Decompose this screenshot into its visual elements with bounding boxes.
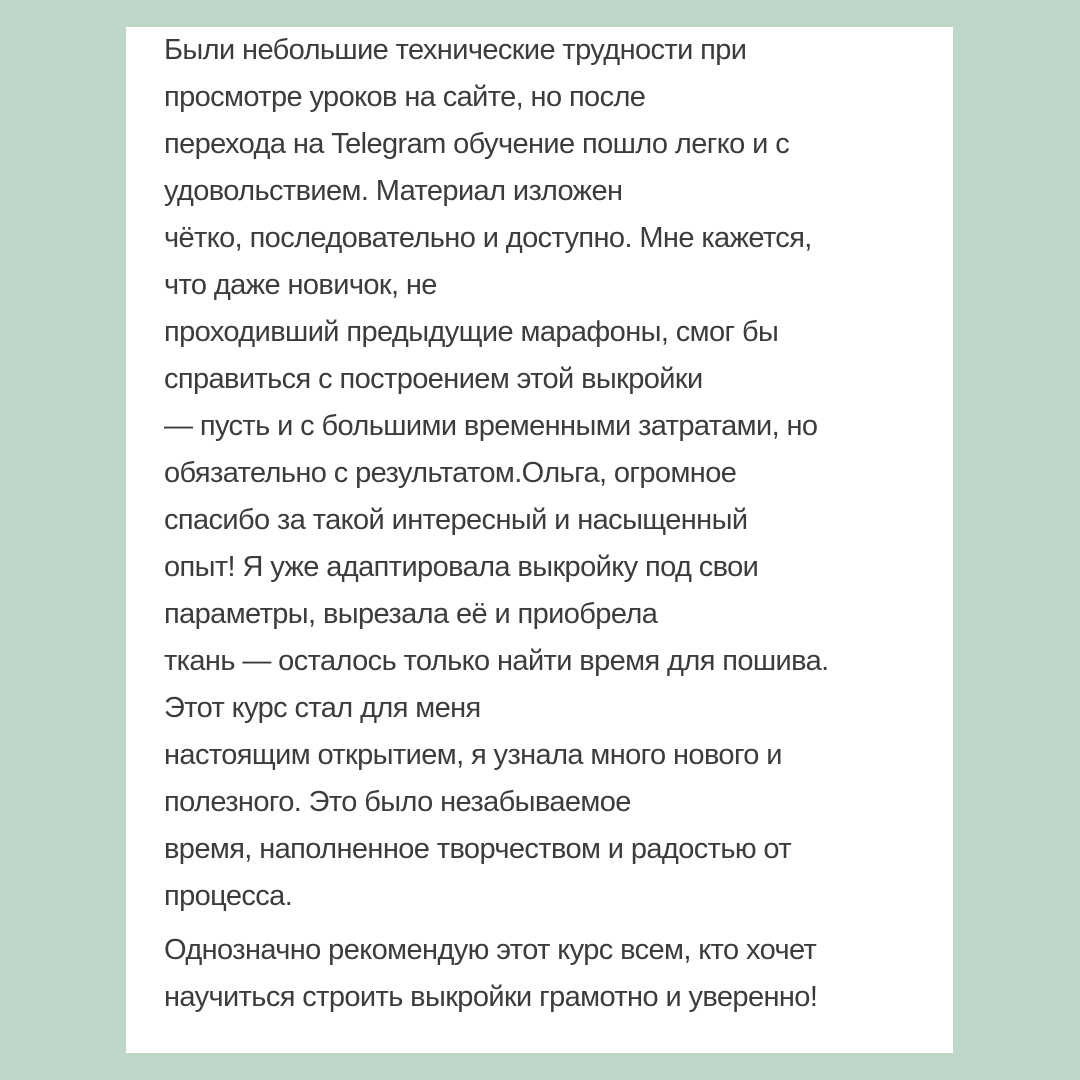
review-line: Этот курс стал для меня bbox=[164, 692, 481, 724]
review-line: чётко, последовательно и доступно. Мне кажется, bbox=[164, 222, 812, 254]
review-line: Были небольшие технические трудности при bbox=[164, 34, 747, 66]
review-line: параметры, вырезала её и приобрела bbox=[164, 598, 658, 630]
review-line: — пусть и с большими временными затратами, но bbox=[164, 410, 818, 442]
review-line: процесса. bbox=[164, 880, 293, 912]
review-line: просмотре уроков на сайте, но после bbox=[164, 81, 646, 113]
recommendation-line: Однозначно рекомендую этот курс всем, кто хочет bbox=[164, 934, 817, 966]
review-card bbox=[126, 27, 953, 1053]
review-line: проходивший предыдущие марафоны, смог бы bbox=[164, 316, 779, 348]
recommendation-line: научиться строить выкройки грамотно и уверенно! bbox=[164, 981, 818, 1013]
review-line: полезного. Это было незабываемое bbox=[164, 786, 631, 818]
review-line: опыт! Я уже адаптировала выкройку под свои bbox=[164, 551, 759, 583]
review-line: время, наполненное творчеством и радостью от bbox=[164, 833, 792, 865]
paragraph-gap bbox=[164, 920, 944, 927]
review-line: удовольствием. Материал изложен bbox=[164, 175, 623, 207]
review-text bbox=[164, 27, 944, 1021]
review-line: ткань — осталось только найти время для пошива. bbox=[164, 645, 829, 677]
review-line: настоящим открытием, я узнала много нового и bbox=[164, 739, 782, 771]
review-line: обязательно с результатом.Ольга, огромное bbox=[164, 457, 737, 489]
review-line: справиться с построением этой выкройки bbox=[164, 363, 703, 395]
review-line: что даже новичок, не bbox=[164, 269, 437, 301]
review-line: перехода на Telegram обучение пошло легко и с bbox=[164, 128, 790, 160]
review-line: спасибо за такой интересный и насыщенный bbox=[164, 504, 748, 536]
